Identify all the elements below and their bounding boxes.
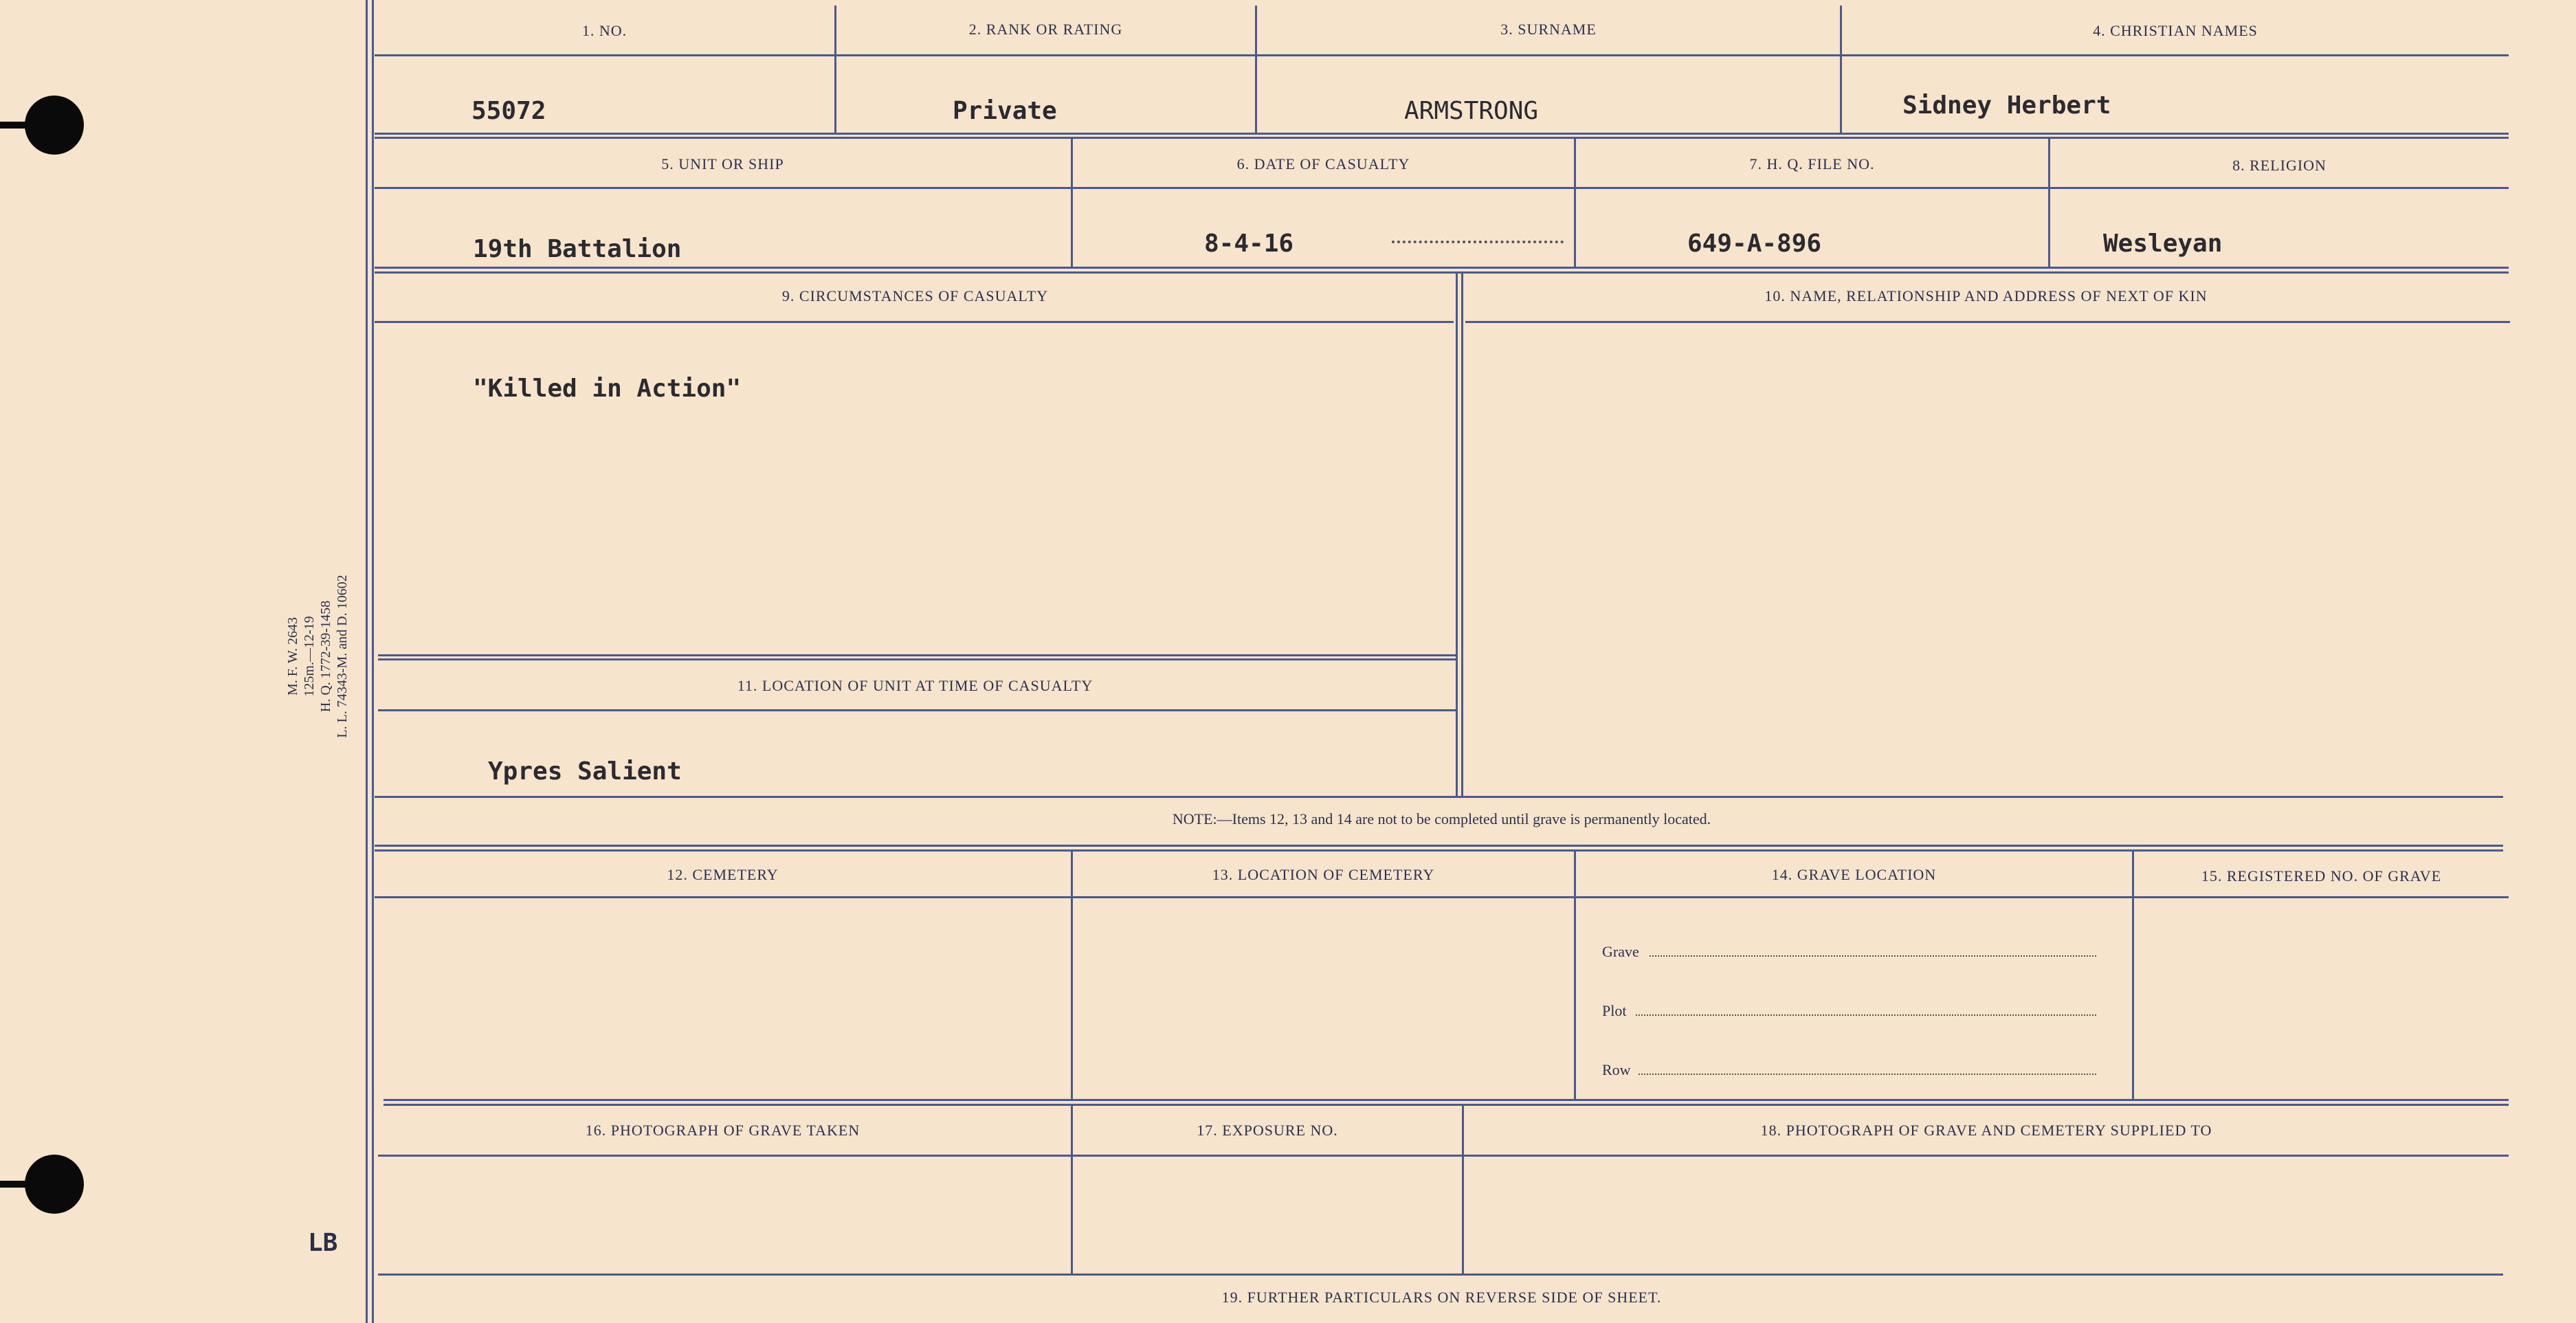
dot-leader (1392, 241, 1564, 243)
print-line: L. L. 74343-M. and D. 10602 (335, 575, 350, 738)
label-circumstances: 9. CIRCUMSTANCES OF CASUALTY (781, 287, 1049, 304)
rule (375, 849, 2503, 852)
rule (375, 321, 1454, 323)
label-row: Row (1602, 1061, 1631, 1078)
label-no: 1. NO. (581, 22, 628, 39)
value-surname: ARMSTRONG (1404, 97, 1539, 125)
margin-line (366, 0, 368, 1323)
label-exposure-no: 17. EXPOSURE NO. (1197, 1122, 1338, 1139)
rule (1071, 852, 1073, 1099)
value-christian-names: Sidney Herbert (1902, 91, 2111, 120)
rule (1461, 273, 1463, 797)
label-cemetery-location: 13. LOCATION OF CEMETERY (1212, 866, 1435, 883)
rule (2132, 852, 2134, 1099)
rule (375, 271, 2509, 274)
label-grave: Grave (1602, 943, 1639, 960)
label-date: 6. DATE OF CASUALTY (1236, 155, 1410, 173)
rule (375, 137, 2509, 139)
value-file-no: 649-A-896 (1687, 230, 1822, 258)
label-rank: 2. RANK OR RATING (968, 21, 1123, 38)
rule (378, 1274, 2503, 1276)
label-file-no: 7. H. Q. FILE NO. (1749, 155, 1875, 173)
form-print-code (285, 575, 351, 737)
value-date: 8-4-16 (1204, 230, 1294, 258)
rule (1465, 321, 2510, 323)
label-religion: 8. RELIGION (2232, 157, 2327, 174)
note: NOTE:—Items 12, 13 and 14 are not to be completed until grave is permanently located. (1172, 810, 1711, 827)
plot-field (1636, 1014, 2096, 1016)
binder-peg-top (0, 122, 34, 129)
rule (375, 896, 2509, 898)
value-no: 55072 (471, 97, 546, 125)
label-unit: 5. UNIT OR SHIP (661, 155, 784, 173)
margin-line (372, 0, 374, 1323)
rule (378, 658, 1456, 660)
rule (375, 796, 2503, 798)
rule (375, 187, 2509, 189)
label-grave-location: 14. GRAVE LOCATION (1771, 866, 1937, 883)
label-christian-names: 4. CHRISTIAN NAMES (2093, 22, 2258, 39)
print-line: M. F. W. 2643 (285, 617, 300, 696)
label-registered-no: 15. REGISTERED NO. OF GRAVE (2201, 867, 2442, 885)
rule (375, 267, 2509, 269)
rule (378, 1155, 2509, 1157)
rule (378, 654, 1456, 656)
rule (375, 845, 2503, 847)
print-line: H. Q. 1772-39-1458 (318, 600, 333, 713)
rule (1574, 852, 1576, 1099)
grave-field (1650, 955, 2096, 957)
row-field (1639, 1074, 2096, 1075)
footer-note: 19. FURTHER PARTICULARS ON REVERSE SIDE OF SHEET. (1221, 1289, 1662, 1306)
value-circumstances: "Killed in Action" (473, 375, 742, 403)
rule (1456, 273, 1458, 797)
value-location: Ypres Salient (488, 757, 682, 786)
label-surname: 3. SURNAME (1500, 21, 1597, 38)
value-unit: 19th Battalion (473, 235, 682, 263)
label-cemetery: 12. CEMETERY (667, 866, 779, 883)
value-rank: Private (953, 97, 1057, 125)
rule (378, 709, 1456, 711)
label-location: 11. LOCATION OF UNIT AT TIME OF CASUALTY (737, 677, 1093, 694)
label-photograph-taken: 16. PHOTOGRAPH OF GRAVE TAKEN (585, 1122, 860, 1139)
rule (375, 54, 2509, 56)
rule (375, 133, 2509, 135)
rule (384, 1099, 2509, 1101)
binder-peg-bottom (0, 1181, 34, 1188)
label-next-of-kin: 10. NAME, RELATIONSHIP AND ADDRESS OF NEXT OF KIN (1764, 287, 2208, 304)
initials: LB (308, 1229, 338, 1257)
label-plot: Plot (1602, 1002, 1627, 1019)
value-religion: Wesleyan (2103, 230, 2223, 258)
label-photograph-supplied: 18. PHOTOGRAPH OF GRAVE AND CEMETERY SUPPLIED TO (1760, 1122, 2212, 1139)
rule (384, 1104, 2509, 1106)
print-line: 125m.—12-19 (302, 616, 317, 697)
